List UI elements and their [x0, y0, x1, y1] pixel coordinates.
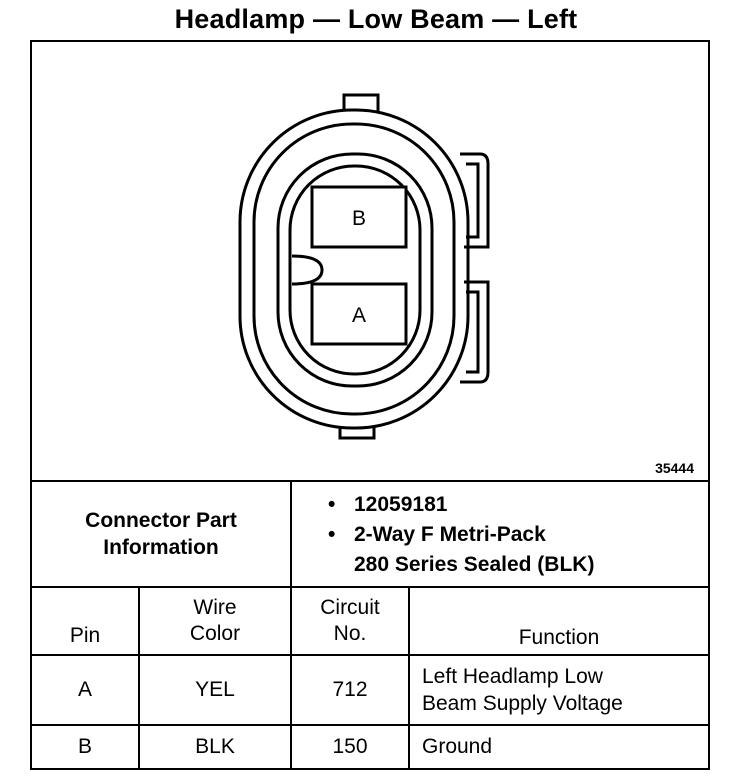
- part-description-line1: 2-Way F Metri-Pack: [354, 523, 546, 546]
- header-wire-color: Wire Color: [189, 596, 241, 645]
- header-pin: Pin: [69, 624, 101, 647]
- outer-housing: [240, 110, 468, 428]
- row-a-function: Left Headlamp Low Beam Supply Voltage: [422, 665, 623, 715]
- connector-sheet: [30, 40, 710, 770]
- cavity-a-label: A: [351, 304, 367, 327]
- header-function: Function: [518, 626, 600, 649]
- part-info-label-line2: Information: [103, 536, 219, 559]
- part-info-label: [32, 482, 290, 586]
- part-description-line2: 280 Series Sealed (BLK): [354, 553, 595, 576]
- row-a-circuit: 712: [332, 678, 368, 701]
- connector-face-drawing: [32, 42, 708, 482]
- row-b-pin: B: [77, 735, 92, 758]
- diagram-title: Headlamp — Low Beam — Left: [174, 4, 578, 34]
- part-info-label-line1: Connector Part: [85, 509, 237, 532]
- divider-partinfo-col: [290, 482, 292, 586]
- part-info-values: [328, 490, 594, 580]
- figure-number: 35444: [655, 460, 694, 476]
- cavity-b-label: B: [351, 207, 367, 230]
- row-b-circuit: 150: [332, 735, 368, 758]
- part-number: 12059181: [354, 493, 448, 516]
- header-circuit-no: Circuit No.: [320, 596, 380, 645]
- bullet-icon: •: [328, 523, 336, 546]
- bullet-icon: •: [328, 493, 336, 516]
- row-a-wire-color: YEL: [195, 678, 235, 701]
- row-b-function: Ground: [422, 735, 493, 758]
- row-a-pin: A: [77, 678, 92, 701]
- row-b-wire-color: BLK: [195, 735, 235, 758]
- polarization-key: [292, 256, 322, 284]
